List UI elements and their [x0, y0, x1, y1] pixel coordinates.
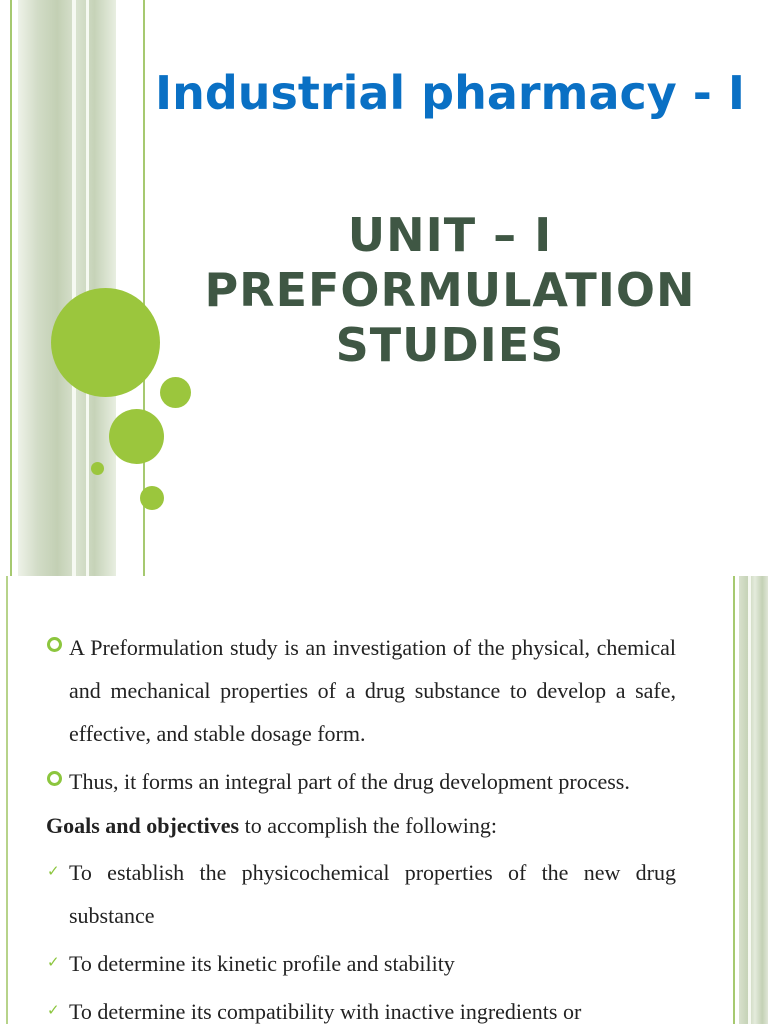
check-text: To determine its compatibility with inactive ingredients or [69, 999, 582, 1024]
slide-subtitle [150, 208, 750, 373]
decorative-stripe [748, 576, 751, 1024]
bullet-item [46, 626, 676, 755]
goals-heading-rest: to accomplish the following: [239, 813, 497, 838]
decorative-circle [160, 377, 191, 408]
decorative-stripe [739, 576, 768, 1024]
decorative-circle [140, 486, 164, 510]
decorative-stripe [86, 0, 89, 576]
checkmark-icon: ✓ [47, 1001, 60, 1019]
decorative-circle [91, 462, 104, 475]
check-text: To determine its kinetic profile and stability [69, 951, 455, 976]
bullet-item [46, 760, 676, 803]
subtitle-line: STUDIES [335, 318, 565, 372]
check-item [46, 942, 676, 985]
decorative-circle [51, 288, 160, 397]
circle-bullet-icon [47, 637, 62, 652]
check-item [46, 990, 676, 1024]
check-text: To establish the physicochemical properties of the new drug substance [69, 860, 676, 928]
decorative-stripe [733, 576, 735, 1024]
slide-body [46, 626, 676, 1024]
goals-heading [46, 804, 676, 847]
circle-bullet-icon [47, 771, 62, 786]
checkmark-icon: ✓ [47, 953, 60, 971]
decorative-stripe [10, 0, 12, 576]
check-item [46, 851, 676, 937]
slide-title: Industrial pharmacy - I [154, 66, 746, 120]
checkmark-icon: ✓ [47, 862, 60, 880]
goals-heading-bold: Goals and objectives [46, 813, 240, 838]
subtitle-line: UNIT – I [347, 208, 553, 262]
bullet-text: A Preformulation study is an investigation of the physical, chemical and mechanical properties of a drug substance to develop a safe, effective, and stable dosage form. [69, 635, 676, 746]
decorative-stripe [72, 0, 76, 576]
decorative-circle [109, 409, 164, 464]
content-slide [0, 576, 768, 1024]
bullet-text: Thus, it forms an integral part of the drug development process. [69, 769, 630, 794]
decorative-stripe [6, 576, 8, 1024]
subtitle-line: PREFORMULATION [204, 263, 696, 317]
